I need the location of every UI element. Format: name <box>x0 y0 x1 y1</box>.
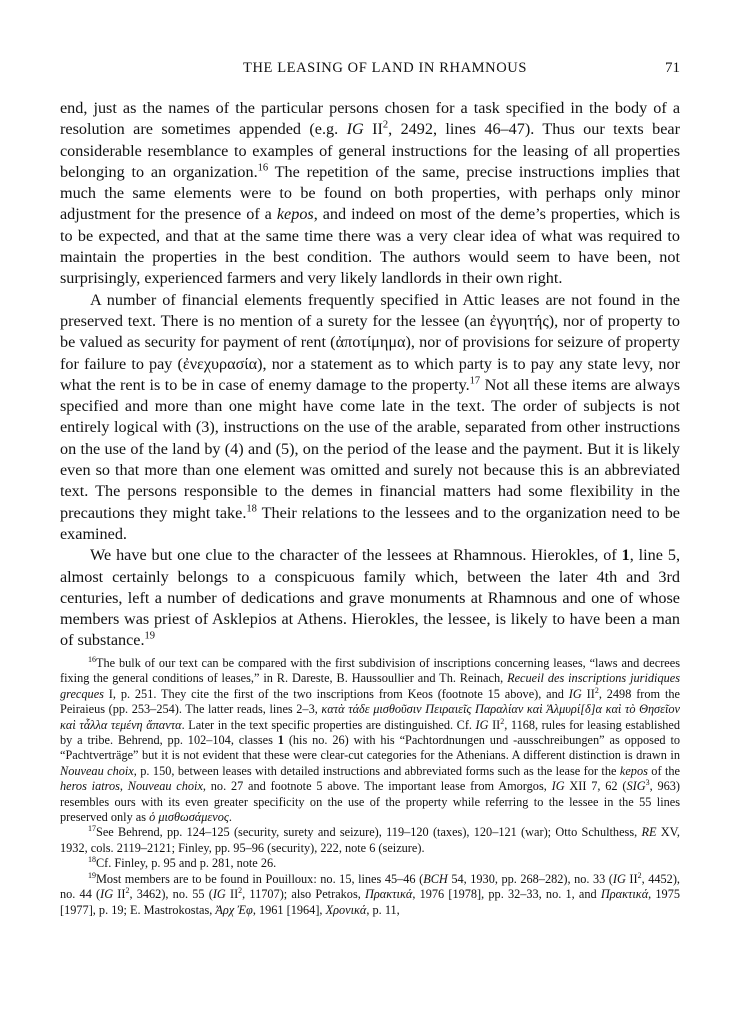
footnote-16 <box>60 656 680 825</box>
greek-journal: Πρακτικά <box>365 887 413 902</box>
text-run: Not all these items are always specified and more than one might have come late in the text. The order of subjects is not entirely logical with (3), instructions on the use of the arable, separated from other instructions on the use of the land by (4) and (5), on the period of the lease and the payment. But it is likely even so that more than one element was omitted and surely not because this is an abbreviated text. The persons responsible to the demes in financial matters had some flexibility in the precautions they might take. <box>60 375 680 522</box>
text-run: , no. 27 and footnote 5 above. The important lease from Amorgos, <box>202 779 552 794</box>
edition-superscript: 2 <box>594 685 599 695</box>
text-run: , 1975 [1977], p. 19; E. Mastrokostas, <box>60 887 681 917</box>
italic-title: Nouveau choix <box>60 763 134 778</box>
footnote-19 <box>60 872 680 918</box>
citation-ig: IG <box>551 779 565 794</box>
text-run: The repetition of the same, precise instructions implies that much the same elements were to be found on both properties, with perhaps only minor adjustment for the presence of a <box>60 162 680 224</box>
footnote-ref-17[interactable]: 17 <box>469 375 481 387</box>
edition-superscript: 2 <box>125 886 130 895</box>
text-run: , 2498 from the Peiraieus (pp. 253–254). The latter reads, lines 2–3, <box>60 686 680 717</box>
text-run: Most members are to be found in Pouilloux: no. 15, lines 45–46 ( <box>95 871 424 886</box>
citation-ig: IG <box>346 120 364 139</box>
paragraph-1 <box>60 98 680 290</box>
text-run: , <box>119 779 128 794</box>
text-run: . Later in the text specific properties are distinguished. Cf. <box>181 717 476 732</box>
edition-superscript: 2 <box>637 870 642 880</box>
greek-quotation: κατὰ τάδε μισθοῦσιν Πειραιεῖς Παραλίαν καὶ Ἁλμυρί[δ]α καὶ τὸ Θησεῖον καὶ τἆλλα τεμένη ἅπαντα <box>60 702 680 732</box>
text-run: , 2492, lines 46–47). Thus our texts bear considerable resemblance to examples of general instructions for the leasing of all properties belonging to an organization. <box>60 120 680 181</box>
text-run: , line 5, almost certainly belongs to a conspicuous family which, between the later 4th and 3rd centuries, left a number of dedications and grave monuments at Rhamnous and one of whose members was priest of Asklepios at Athens. Hierokles, the lessee, is likely to have been a man of substance. <box>60 546 680 650</box>
text-run: Their relations to the lessees and to the organization need to be examined. <box>60 503 680 543</box>
text-run: ), nor of provisions for seizure of property for failure to pay ( <box>60 333 680 373</box>
text-run: end, just as the names of the particular persons chosen for a task specified in the body of a resolution are sometimes appended (e.g. <box>60 99 680 139</box>
paragraph-2 <box>60 290 680 546</box>
citation-sig: SIG <box>626 779 646 794</box>
footnote-marker: 18 <box>88 855 96 865</box>
greek-journal: Χρονικά <box>325 902 367 917</box>
text-run: , 963) resembles ours with its even greater specificity on the use of the property while referring to the lessee in the 55 lines preserved only as <box>60 779 680 825</box>
citation-ig: IG <box>612 871 626 886</box>
text-run: II <box>625 871 638 886</box>
text-run: XV, 1932, cols. 2119–2121; Finley, pp. 95–96 (security), 222, note 6 (seizure). <box>60 825 681 855</box>
citation-ig: IG <box>568 686 582 701</box>
text-run: See Behrend, pp. 124–125 (security, surety and seizure), 119–120 (taxes), 120–121 (war); Otto Schulthess, <box>95 825 642 840</box>
text-run: II <box>363 120 383 139</box>
footnote-marker: 16 <box>88 654 96 664</box>
inscription-number: 1 <box>621 546 630 565</box>
text-run: , 1961 [1964], <box>252 902 326 917</box>
greek-term: ἐνεχυρασία <box>182 354 258 373</box>
citation-ig: IG <box>475 717 489 732</box>
text-run: Cf. Finley, p. 95 and p. 281, note 26. <box>95 856 277 871</box>
text-run: , 1168, rules for leasing established by a tribe. Behrend, pp. 102–104, classes <box>60 717 681 748</box>
main-text <box>60 98 680 652</box>
running-header <box>90 60 680 82</box>
greek-term: ἐγγυητής <box>489 311 549 330</box>
italic-title: Recueil des inscriptions juridiques grecques <box>60 671 680 701</box>
citation-ig: IG <box>100 887 114 902</box>
edition-superscript: 2 <box>382 119 389 131</box>
text-run: II <box>581 686 595 701</box>
text-run: We have but one clue to the character of the lessees at Rhamnous. Hierokles, of <box>90 546 622 565</box>
italic-term: kepos <box>276 205 314 224</box>
footnote-ref-19[interactable]: 19 <box>144 631 156 643</box>
text-run: I, p. 251. They cite the first of the two inscriptions from Keos (footnote 15 above), and <box>103 686 569 701</box>
text-run: II <box>225 887 239 902</box>
text-run: II <box>113 887 126 902</box>
text-run: , 11707); also Petrakos, <box>242 887 365 902</box>
footnotes <box>60 656 680 918</box>
text-run: ), nor of property to be valued as security for payment of rent ( <box>60 311 680 352</box>
footnote-marker: 17 <box>88 824 96 834</box>
edition-superscript: 2 <box>238 886 243 895</box>
page-number: 71 <box>665 60 680 76</box>
footnote-17 <box>60 825 680 856</box>
running-title: THE LEASING OF LAND IN RHAMNOUS <box>242 60 528 76</box>
edition-superscript: 3 <box>645 778 650 788</box>
text-run: , p. 11, <box>366 902 400 917</box>
inscription-number: 1 <box>277 733 284 748</box>
greek-term: ἀποτίμημα <box>335 333 406 352</box>
greek-journal: Πρακτικά <box>600 887 649 902</box>
italic-title: Nouveau choix <box>127 779 203 794</box>
text-run: (his no. 26) with his “Pachtordnungen und -ausschreibungen” as opposed to “Pachtverträge” but it is not evident that these were clear-cut categories for the Athenians. A different distinction is drawn in <box>60 733 681 763</box>
paragraph-3 <box>60 545 680 651</box>
text-run: , 4452), no. 44 ( <box>60 871 680 902</box>
italic-term: heros iatros <box>60 779 120 794</box>
text-run: , 1976 [1978], pp. 32–33, no. 1, and <box>412 887 601 902</box>
text-run: . <box>228 810 232 825</box>
greek-journal: Ἀρχ Ἐφ <box>215 902 253 917</box>
text-run: The bulk of our text can be compared with the first subdivision of inscriptions concerning leases, “laws and decrees fixing the general conditions of leases,” in R. Dareste, B. Haussoullier and Th. Reinach, <box>60 656 680 686</box>
text-run: II <box>488 717 501 732</box>
text-run: A number of financial elements frequently specified in Attic leases are not found in the preserved text. There is no mention of a surety for the lessee (an <box>60 290 680 330</box>
italic-term: kepos <box>619 763 648 778</box>
text-run: , 3462), no. 55 ( <box>129 887 213 902</box>
edition-superscript: 2 <box>500 716 505 726</box>
citation-bch: BCH <box>423 871 448 886</box>
text-run: , p. 150, between leases with detailed instructions and abbreviated forms such as the lease for the <box>133 763 620 778</box>
citation-re: RE <box>641 825 657 840</box>
footnote-ref-18[interactable]: 18 <box>246 503 257 515</box>
footnote-marker: 19 <box>88 870 96 880</box>
text-run: , and indeed on most of the deme’s properties, which is to be expected, and that at the same time there was a very clear idea of what was required to maintain the properties in the best condition. The authors would seem to have been, not surprisingly, experienced farmers and very likely landlords in their own right. <box>60 205 680 288</box>
text-run: 54, 1930, pp. 268–282), no. 33 ( <box>447 871 613 886</box>
greek-quotation: ὁ μισθωσάμενος <box>149 810 229 825</box>
footnote-ref-16[interactable]: 16 <box>257 162 269 174</box>
citation-ig: IG <box>212 887 226 902</box>
text-run: of the <box>647 763 680 778</box>
text-run: XII 7, 62 ( <box>564 779 627 794</box>
footnote-18 <box>60 856 680 871</box>
text-run: ), nor a statement as to which party is to pay any state levy, nor what the rent is to be in case of enemy damage to the property. <box>60 354 681 394</box>
